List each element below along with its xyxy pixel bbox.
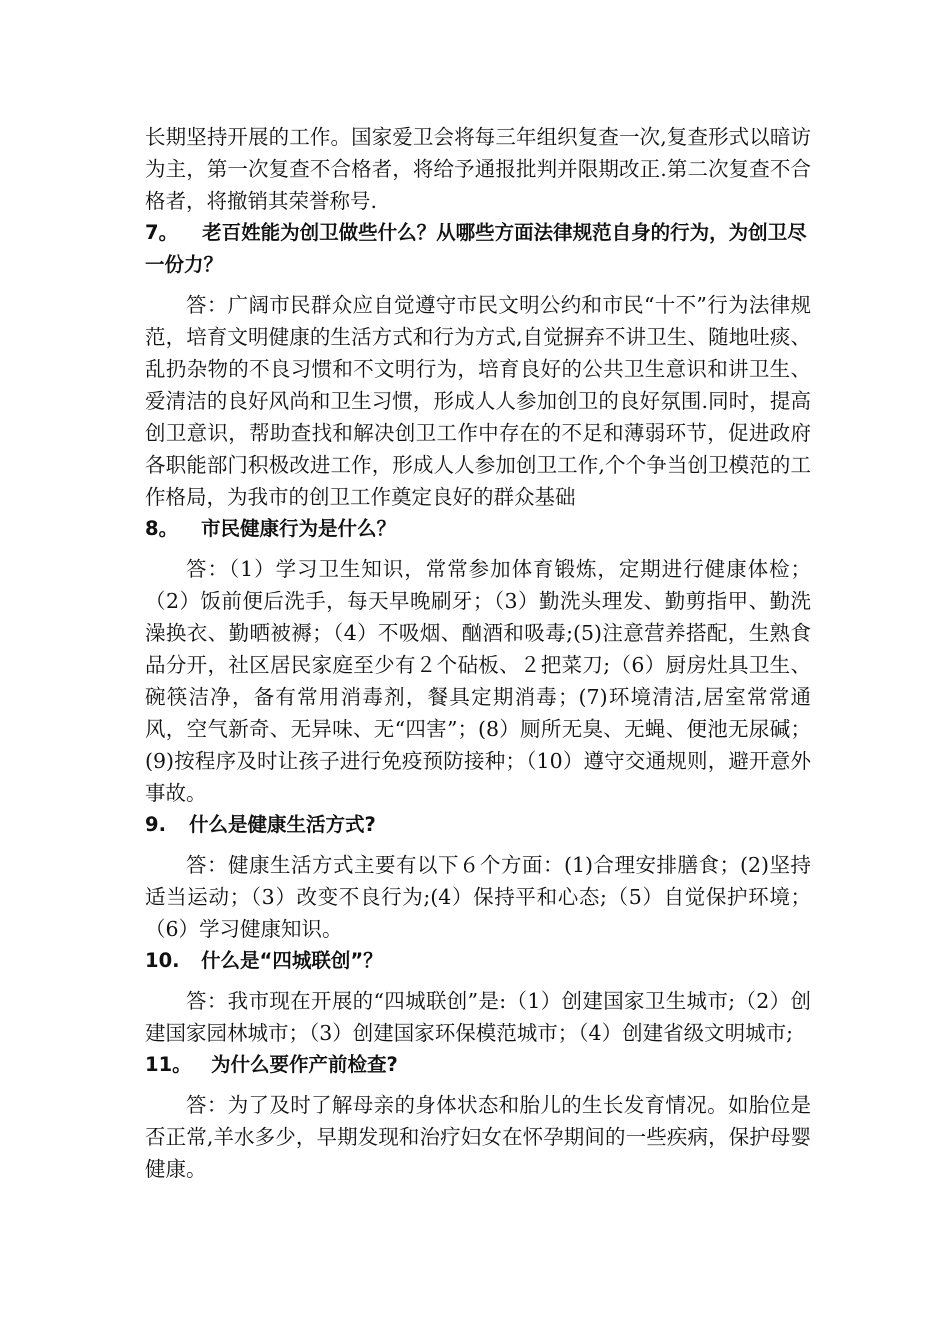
document-page [145,121,811,1185]
question-number: 8。 [145,517,179,540]
answer-paragraph: 答：（1）学习卫生知识，常常参加体育锻炼，定期进行健康体检；（2）饭前便后洗手，每天早晚刷牙；（3）勤洗头理发、勤剪指甲、勤洗澡换衣、勤晒被褥；（4）不吸烟、酗酒和吸毒;(5)注意营养搭配，生熟食品分开，社区居民家庭至少有２个砧板、２把菜刀;（6）厨房灶具卫生、碗筷洁净，备有常用消毒剂，餐具定期消毒；(7)环境清洁,居室常常通风，空气新奇、无异味、无“四害”；(8）厕所无臭、无蝇、便池无尿碱；(9)按程序及时让孩子进行免疫预防接种；（10）遵守交通规则，避开意外事故。 [145,557,811,805]
question-text: 老百姓能为创卫做些什么？从哪些方面法律规范自身的行为，为创卫尽一份力？ [145,221,807,276]
qa-item-7 [145,217,811,513]
answer-paragraph: 答：为了及时了解母亲的身体状态和胎儿的生长发育情况。如胎位是否正常,羊水多少，早期发现和治疗妇女在怀孕期间的一些疾病，保护母婴健康。 [145,1093,811,1181]
answer-paragraph: 答：广阔市民群众应自觉遵守市民文明公约和市民“十不”行为法律规范，培育文明健康的生活方式和行为方式,自觉摒弃不讲卫生、随地吐痰、乱扔杂物的不良习惯和不文明行为，培育良好的公共卫生意识和讲卫生、爱清洁的良好风尚和卫生习惯，形成人人参加创卫的良好氛围.同时，提高创卫意识，帮助查找和解决创卫工作中存在的不足和薄弱环节，促进政府各职能部门积极改进工作，形成人人参加创卫工作,个个争当创卫模范的工作格局，为我市的创卫工作奠定良好的群众基础 [145,293,811,509]
qa-item-9 [145,809,811,945]
question-text: 什么是“四城联创”？ [201,949,383,972]
question-number: 11。 [145,1053,192,1076]
qa-item-11 [145,1049,811,1185]
question-number: 10. [145,949,180,972]
question-text: 市民健康行为是什么？ [201,517,397,540]
question-heading [145,945,811,977]
question-heading [145,809,811,841]
question-heading [145,217,811,281]
question-heading [145,1049,811,1081]
qa-item-10 [145,945,811,1049]
answer-paragraph: 答：健康生活方式主要有以下６个方面：(1)合理安排膳食；(2)坚持适当运动；（3）改变不良行为;(4）保持平和心态;（5）自觉保护环境；（6）学习健康知识。 [145,853,811,941]
answer-paragraph: 答：我市现在开展的“四城联创”是:（1）创建国家卫生城市;（2）创建国家园林城市；（3）创建国家环保模范城市；（4）创建省级文明城市; [145,989,811,1045]
intro-paragraph: 长期坚持开展的工作。国家爱卫会将每三年组织复查一次,复查形式以暗访为主，第一次复查不合格者，将给予通报批判并限期改正.第二次复查不合格者，将撤销其荣誉称号. [145,125,811,213]
question-heading [145,513,811,545]
question-text: 为什么要作产前检查? [211,1053,398,1076]
question-number: 7。 [145,221,179,244]
question-text: 什么是健康生活方式? [189,813,376,836]
question-number: 9. [145,813,166,836]
qa-item-8 [145,513,811,809]
